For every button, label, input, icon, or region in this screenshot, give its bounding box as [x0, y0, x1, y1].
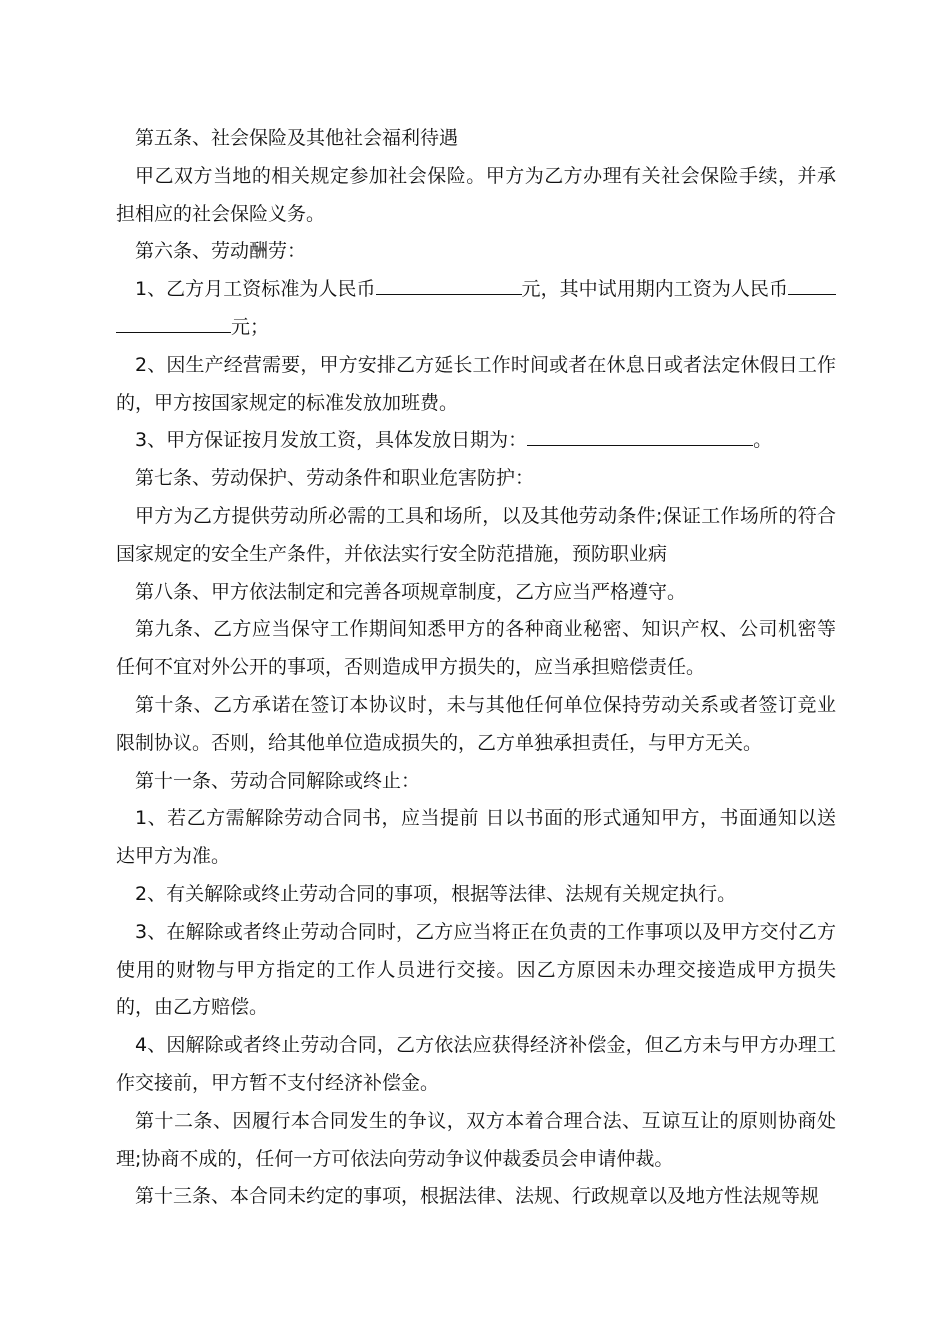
monthly-salary-blank	[376, 272, 522, 295]
article-11-item-1: 1、若乙方需解除劳动合同书，应当提前 日以书面的形式通知甲方，书面通知以送达甲方为准。	[116, 807, 836, 868]
article-11-item-4: 4、因解除或者终止劳动合同，乙方依法应获得经济补偿金，但乙方未与甲方办理工作交接前，甲方暂不支付经济补偿金。	[116, 1034, 836, 1094]
probation-salary-blank-part2	[116, 310, 231, 333]
article-10: 第十条、乙方承诺在签订本协议时，未与其他任何单位保持劳动关系或者签订竞业限制协议。否则，给其他单位造成损失的，乙方单独承担责任，与甲方无关。	[116, 693, 836, 754]
probation-salary-blank-part1	[788, 272, 836, 295]
article-6-item-3	[116, 422, 836, 460]
article-11-title: 第十一条、劳动合同解除或终止：	[135, 769, 421, 792]
article-6-item-2: 2、因生产经营需要，甲方安排乙方延长工作时间或者在休息日或者法定休假日工作的，甲方按国家规定的标准发放加班费。	[116, 353, 836, 414]
article-5-title: 第五条、社会保险及其他社会福利待遇	[135, 127, 459, 149]
article-7-body: 甲方为乙方提供劳动所必需的工具和场所，以及其他劳动条件;保证工作场所的符合国家规定的安全生产条件，并依法实行安全防范措施，预防职业病	[116, 504, 836, 565]
article-8: 第八条、甲方依法制定和完善各项规章制度，乙方应当严格遵守。	[135, 580, 687, 603]
payday-text-a: 3、甲方保证按月发放工资，具体发放日期为：	[135, 429, 528, 452]
article-5-body: 甲乙双方当地的相关规定参加社会保险。甲方为乙方办理有关社会保险手续，并承担相应的社会保险义务。	[116, 164, 836, 225]
article-6-title: 第六条、劳动酬劳：	[135, 240, 307, 263]
article-9: 第九条、乙方应当保守工作期间知悉甲方的各种商业秘密、知识产权、公司机密等任何不宜对外公开的事项，否则造成甲方损失的，应当承担赔偿责任。	[116, 618, 836, 679]
article-11-item-2: 2、有关解除或终止劳动合同的事项，根据等法律、法规有关规定执行。	[135, 882, 737, 905]
document-body	[116, 120, 836, 1216]
payday-blank	[527, 423, 753, 446]
salary-text-c: 元；	[231, 315, 270, 338]
salary-text-a: 1、乙方月工资标准为人民币	[135, 278, 376, 301]
payday-text-b: 。	[753, 429, 773, 452]
salary-text-b: 元，其中试用期内工资为人民币	[521, 278, 788, 301]
article-12: 第十二条、因履行本合同发生的争议，双方本着合理合法、互谅互让的原则协商处理;协商不成的，任何一方可依法向劳动争议仲裁委员会申请仲裁。	[116, 1109, 836, 1170]
article-13: 第十三条、本合同未约定的事项，根据法律、法规、行政规章以及地方性法规等规	[135, 1185, 820, 1208]
article-11-item-3: 3、在解除或者终止劳动合同时，乙方应当将正在负责的工作事项以及甲方交付乙方使用的财物与甲方指定的工作人员进行交接。因乙方原因未办理交接造成甲方损失的，由乙方赔偿。	[116, 920, 836, 1019]
article-6-item-1	[116, 271, 836, 347]
article-7-title: 第七条、劳动保护、劳动条件和职业危害防护：	[135, 467, 535, 490]
